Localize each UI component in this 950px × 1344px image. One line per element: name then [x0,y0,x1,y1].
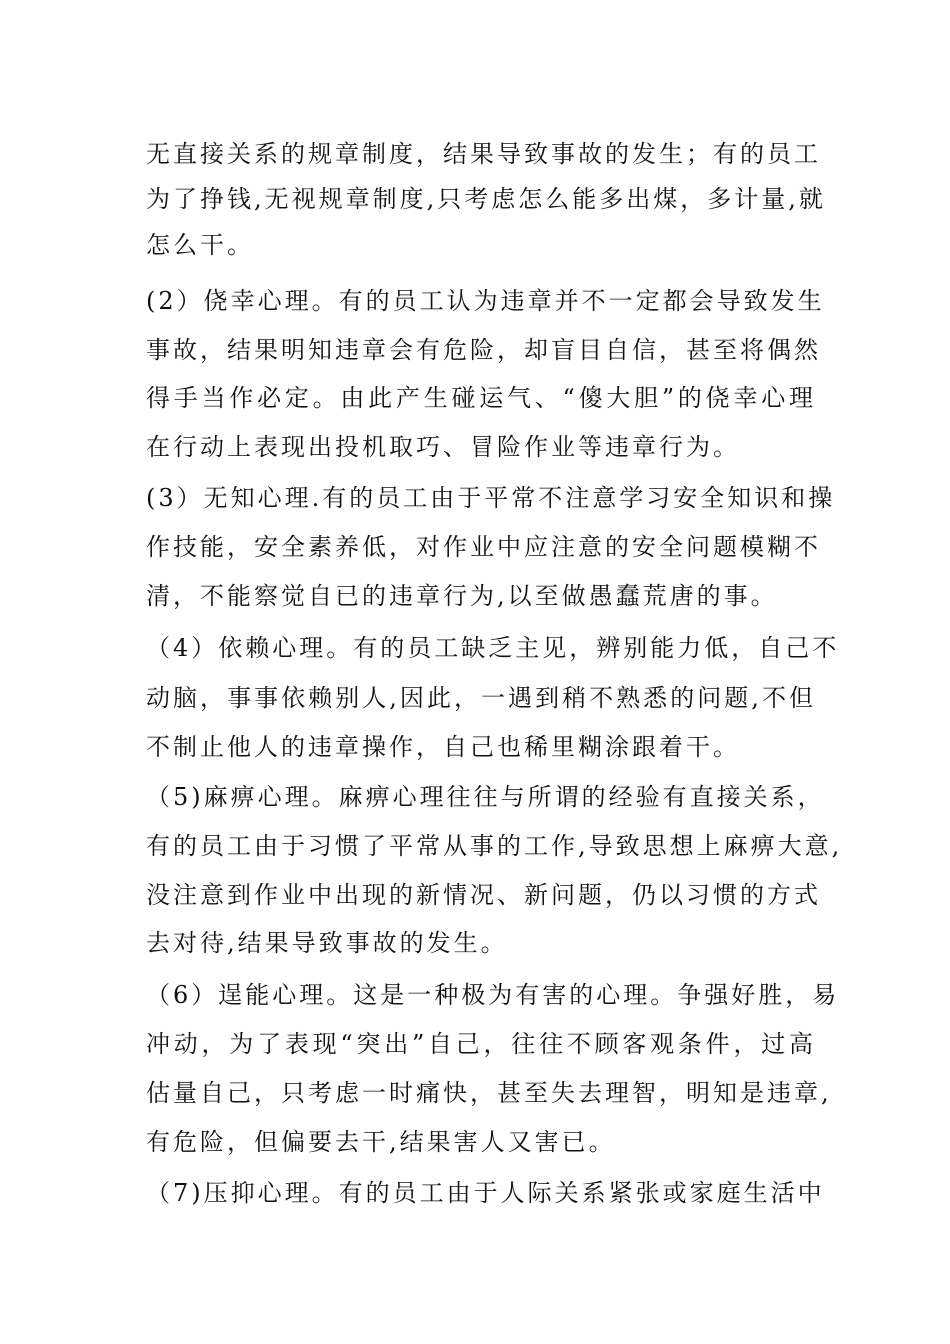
text-line: （4）依赖心理。有的员工缺乏主见，辨别能力低，自己不 [146,634,840,662]
text-line: 有危险，但偏要去干,结果害人又害已。 [146,1128,616,1156]
text-line: (3）无知心理.有的员工由于平常不注意学习安全知识和操 [146,484,836,512]
text-line: 不制止他人的违章操作，自己也稀里糊涂跟着干。 [146,733,740,761]
text-line: 作技能，安全素养低，对作业中应注意的安全问题模糊不 [146,533,821,561]
text-line: 在行动上表现出投机取巧、冒险作业等违章行为。 [146,433,740,461]
text-line: （6）逞能心理。这是一种极为有害的心理。争强好胜，易 [146,981,840,1009]
text-line: 得手当作必定。由此产生碰运气、“傻大胆”的侥幸心理 [146,384,816,412]
text-line: 无直接关系的规章制度，结果导致事故的发生；有的员工 [146,140,821,168]
text-line: 有的员工由于习惯了平常从事的工作,导致思想上麻痹大意, [146,832,843,860]
text-line: 没注意到作业中出现的新情况、新问题，仍以习惯的方式 [146,881,821,909]
text-line: 去对待,结果导致事故的发生。 [146,929,508,957]
text-line: 为了挣钱,无视规章制度,只考虑怎么能多出煤，多计量,就 [146,185,826,213]
text-line: 动脑，事事依赖别人,因此，一遇到稍不熟悉的问题,不但 [146,684,816,712]
text-line: 清，不能察觉自已的违章行为,以至做愚蠢荒唐的事。 [146,582,778,610]
text-line: 怎么干。 [146,231,254,259]
text-line: （7)压抑心理。有的员工由于人际关系紧张或家庭生活中 [146,1179,825,1207]
text-line: 冲动，为了表现“突出”自己，往往不顾客观条件，过高 [146,1030,816,1058]
text-line: (2）侥幸心理。有的员工认为违章并不一定都会导致发生 [146,287,825,315]
text-line: （5)麻痹心理。麻痹心理往往与所谓的经验有直接关系， [146,783,825,811]
text-line: 事故，结果明知违章会有危险，却盲目自信，甚至将偶然 [146,336,821,364]
text-line: 估量自己，只考虑一时痛快，甚至失去理智，明知是违章, [146,1079,832,1107]
